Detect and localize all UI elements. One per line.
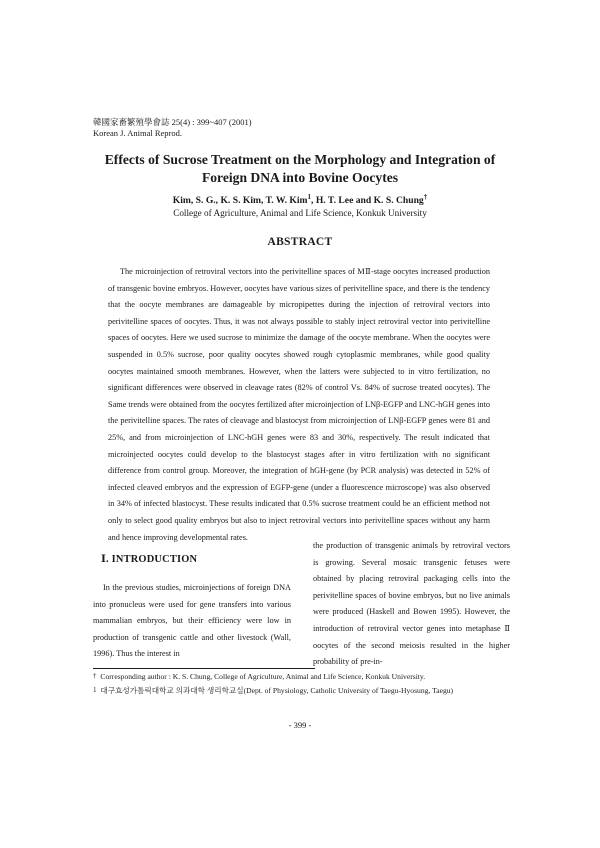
affiliation-mark-1: 1 <box>307 193 312 201</box>
affiliation: College of Agriculture, Animal and Life Science, Konkuk University <box>173 208 427 218</box>
footnote-corresponding-author <box>93 671 513 682</box>
title-line-2: Foreign DNA into Bovine Oocytes <box>201 170 399 185</box>
footnote-text-2: 대구효성가톨릭대학교 의과대학 생리학교실(Dept. of Physiology, Catholic University of Taegu-Hyosung, Taegu) <box>100 686 454 695</box>
footnote-mark-dagger: † <box>93 672 97 680</box>
footnote-text-1: Corresponding author : K. S. Chung, College of Agriculture, Animal and Life Science, Konkuk University. <box>100 672 426 681</box>
section-heading-introduction: Ⅰ. INTRODUCTION <box>101 554 198 565</box>
author-list <box>60 193 540 206</box>
title-line-1: Effects of Sucrose Treatment on the Morphology and Integration of <box>104 152 496 167</box>
page-number: - 399 - <box>288 720 312 730</box>
corresponding-mark: † <box>423 193 428 201</box>
journal-citation: 韓國家畜繁殖學會誌 25(4) : 399~407 (2001) <box>93 117 252 127</box>
footnote-divider <box>93 668 315 669</box>
left-column <box>93 553 291 663</box>
authors-part-2: , H. T. Lee and K. S. Chung <box>311 195 424 207</box>
introduction-paragraph-left: In the previous studies, microinjections of foreign DNA into pronucleus were used for gene transfers into various mammalian embryos, but their efficiency were low in production of transgenic cattle and other livestock (Wall, 1996). Thus the interest in <box>93 583 291 659</box>
footnote-affiliation <box>93 685 513 696</box>
paper-title <box>60 151 540 187</box>
journal-name: Korean J. Animal Reprod. <box>93 128 182 138</box>
footnote-mark-1: 1 <box>93 686 97 694</box>
abstract-body: The microinjection of retroviral vectors into the perivitelline spaces of MⅡ-stage oocytes increased production of transgenic bovine embryos. However, oocytes have various sizes of perivitelline space, and there is the tendency that the oocyte membranes are damageable by micropipettes during the injection of retroviral vectors into perivitelline spaces of oocytes. Thus, it was not always possible to stably inject retroviral vector into perivitelline spaces of oocytes. Here we used sucrose to minimize the damage of the oocyte membrane. When the oocytes were suspended in 0.5% sucrose, poor quality oocytes showed rough cytoplasmic membranes, while good quality oocytes maintained smooth membranes. However, when the latters were subjected to in vitro fertilization, no significant differences were observed in cleavage rates (82% of control Vs. 84% of sucrose treated oocytes). The Same trends were obtained from the oocytes fertilized after microinjection of LNβ-EGFP and LNC-hGH genes into the perivitelline spaces. The rates of cleavage and blastocyst from microinjection of LNβ-EGFP genes were 81 and 25%, and from microinjection of LNC-hGH genes were 83 and 30%, respectively. The result indicated that microinjected oocytes could develop to the blastocyst stages after in vitro fertilization with no significant difference from control group. Moreover, the integration of hGH-gene (by PCR analysis) was detected in 52% of infected cleaved embryos and the expression of EGFP-gene (under a fluorescence microscope) was also observed in 34% of infected blastocyst. These results indicated that 0.5% sucrose treatment could be an efficient method not only to select good quality embryos but also to inject retroviral vectors into perivitelline spaces without any harm and hence improving developmental rates. <box>108 267 490 542</box>
abstract-heading: ABSTRACT <box>267 236 333 248</box>
introduction-paragraph-right: the production of transgenic animals by retroviral vectors is growing. Several mosaic transgenic fetuses were obtained by placing retroviral packaging cells into the perivitelline spaces of bovine embryos, but no live animals were produced (Haskell and Bowen 1995). However, the introduction of retroviral vector genes into metaphase Ⅱ oocytes of the second meiosis resulted in the higher probability of pre-in- <box>313 541 510 667</box>
authors-part-1: Kim, S. G., K. S. Kim, T. W. Kim <box>172 195 308 207</box>
journal-header <box>93 117 252 139</box>
